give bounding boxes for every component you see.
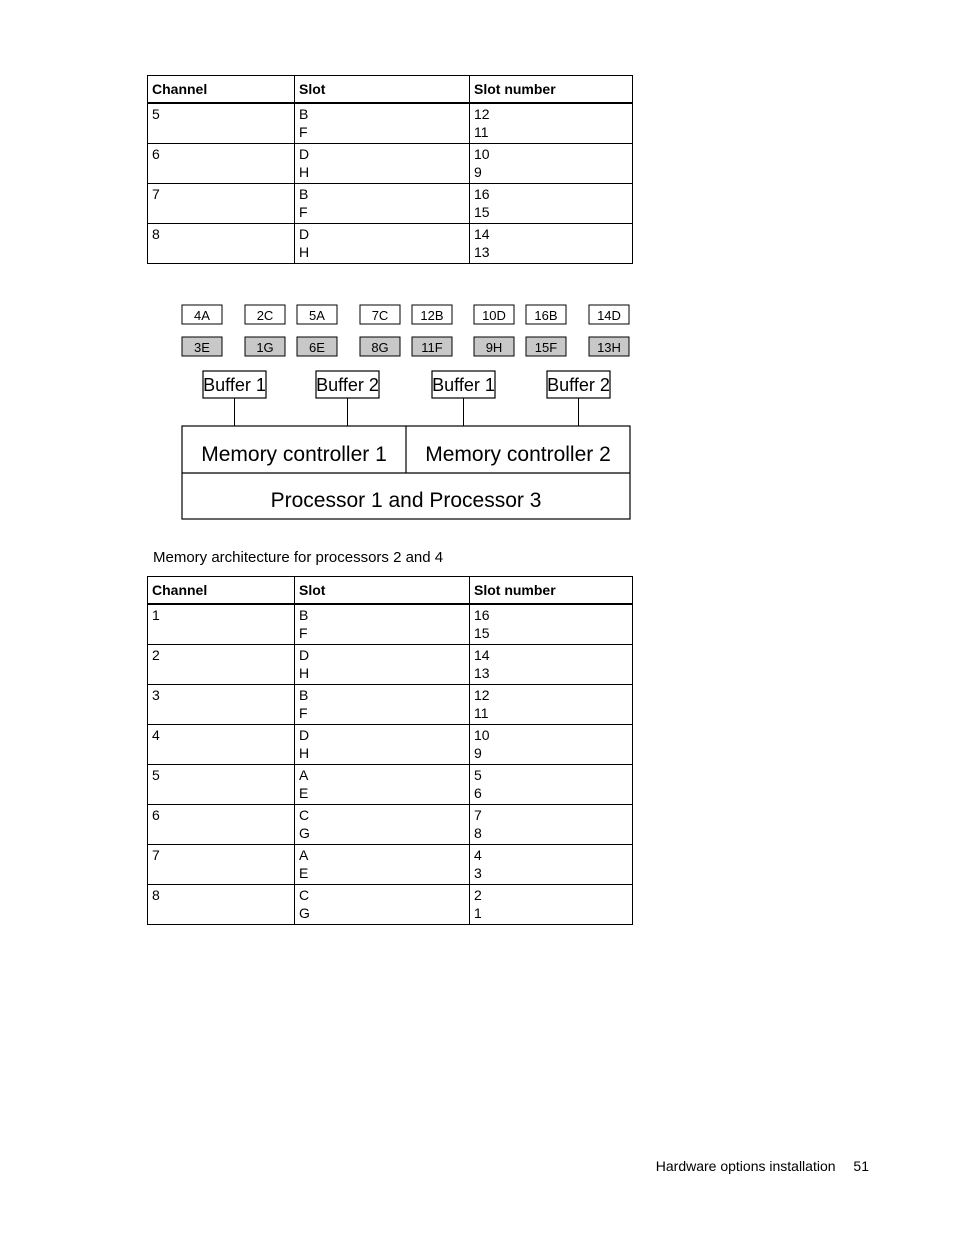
table-row	[148, 645, 633, 685]
memory-controller-1-label: Memory controller 1	[201, 443, 387, 466]
channel-cell: 5	[148, 765, 295, 805]
channel-cell: 7	[148, 184, 295, 224]
channel-cell: 4	[148, 725, 295, 765]
table-header	[148, 577, 633, 605]
channel-table-1	[147, 75, 633, 264]
slot-number-cell	[470, 604, 633, 645]
slot-cell	[295, 725, 470, 765]
slot-number: 7	[474, 807, 482, 823]
slot-number: 15	[474, 204, 490, 220]
slot-letter: B	[299, 186, 309, 202]
table-row	[148, 184, 633, 224]
slot-number: 13	[474, 665, 490, 681]
memory-controller-2-label: Memory controller 2	[425, 443, 611, 466]
footer-section-title: Hardware options installation	[655, 1158, 836, 1174]
slot-number: 4	[474, 847, 482, 863]
slot-letter: A	[299, 847, 309, 863]
slot-letter: F	[299, 705, 308, 721]
channel-cell: 2	[148, 645, 295, 685]
slot-number-cell	[470, 645, 633, 685]
memory-architecture-diagram	[176, 300, 636, 525]
page-footer	[656, 1158, 869, 1174]
slot-number: 12	[474, 687, 490, 703]
slot-number: 9	[474, 164, 482, 180]
table-row	[148, 765, 633, 805]
dimm-slot-label: 4A	[194, 308, 210, 323]
slot-number: 13	[474, 244, 490, 260]
table-row	[148, 685, 633, 725]
table-row	[148, 805, 633, 845]
dimm-slot-label: 11F	[421, 340, 443, 355]
slot-letter: G	[299, 905, 310, 921]
table-row	[148, 224, 633, 264]
slot-number: 15	[474, 625, 490, 641]
channel-cell: 1	[148, 604, 295, 645]
slot-letter: G	[299, 825, 310, 841]
dimm-slot-label: 7C	[371, 308, 389, 323]
diagram-caption: Memory architecture for processors 2 and 4	[153, 549, 444, 566]
header-slot-number: Slot number	[470, 577, 633, 605]
slot-number: 16	[474, 186, 490, 202]
slot-letter: E	[299, 785, 309, 801]
slot-letter: D	[299, 226, 310, 242]
slot-number-cell	[470, 845, 633, 885]
slot-cell	[295, 604, 470, 645]
slot-cell	[295, 224, 470, 264]
slot-number: 5	[474, 767, 482, 783]
channel-cell: 8	[148, 885, 295, 925]
slot-letter: B	[299, 687, 309, 703]
slot-letter: F	[299, 204, 308, 220]
slot-cell	[295, 885, 470, 925]
slot-number: 10	[474, 146, 490, 162]
slot-cell	[295, 845, 470, 885]
slot-letter: F	[299, 625, 308, 641]
slot-number: 8	[474, 825, 482, 841]
slot-number: 14	[474, 226, 490, 242]
channel-cell: 8	[148, 224, 295, 264]
slot-number: 2	[474, 887, 482, 903]
dimm-slot-label: 9H	[485, 340, 503, 355]
slot-number: 11	[474, 705, 489, 721]
dimm-slot-label: 12B	[420, 308, 444, 323]
slot-cell	[295, 765, 470, 805]
slot-number: 11	[474, 124, 489, 140]
slot-letter: E	[299, 865, 309, 881]
slot-number: 10	[474, 727, 490, 743]
slot-letter: C	[299, 887, 310, 903]
slot-cell	[295, 103, 470, 144]
page-number: 51	[853, 1158, 869, 1174]
slot-number: 16	[474, 607, 490, 623]
slot-letter: H	[299, 745, 310, 761]
slot-letter: B	[299, 607, 309, 623]
slot-cell	[295, 645, 470, 685]
slot-number-cell	[470, 885, 633, 925]
header-channel: Channel	[148, 577, 295, 605]
header-slot-number: Slot number	[470, 76, 633, 104]
slot-letter: F	[299, 124, 308, 140]
channel-cell: 6	[148, 805, 295, 845]
slot-cell	[295, 685, 470, 725]
slot-number-cell	[470, 184, 633, 224]
dimm-slot-label: 5A	[309, 308, 325, 323]
slot-number-cell	[470, 685, 633, 725]
slot-number: 1	[474, 905, 482, 921]
dimm-slot-label: 10D	[482, 308, 506, 323]
slot-letter: H	[299, 665, 310, 681]
slot-number: 9	[474, 745, 482, 761]
dimm-slot-label: 16B	[534, 308, 558, 323]
header-slot: Slot	[295, 577, 470, 605]
dimm-slot-label: 3E	[194, 340, 210, 355]
slot-letter: A	[299, 767, 309, 783]
slot-number-cell	[470, 805, 633, 845]
slot-number-cell	[470, 765, 633, 805]
slot-number: 3	[474, 865, 482, 881]
table-row	[148, 103, 633, 144]
slot-letter: C	[299, 807, 310, 823]
channel-cell: 3	[148, 685, 295, 725]
buffer-label: Buffer 2	[316, 375, 379, 395]
slot-letter: B	[299, 106, 309, 122]
slot-number: 6	[474, 785, 482, 801]
slot-letter: D	[299, 146, 310, 162]
slot-letter: H	[299, 244, 310, 260]
slot-letter: D	[299, 727, 310, 743]
processor-label: Processor 1 and Processor 3	[270, 489, 542, 512]
dimm-slot-label: 13H	[597, 340, 621, 355]
dimm-slot-label: 2C	[256, 308, 274, 323]
dimm-slot-label: 15F	[534, 340, 558, 355]
slot-number: 12	[474, 106, 490, 122]
table-header	[148, 76, 633, 104]
header-channel: Channel	[148, 76, 295, 104]
channel-cell: 5	[148, 103, 295, 144]
dimm-slot-label: 8G	[371, 340, 389, 355]
slot-letter: D	[299, 647, 310, 663]
channel-cell: 6	[148, 144, 295, 184]
table-row	[148, 604, 633, 645]
dimm-slot-label: 1G	[256, 340, 274, 355]
buffer-label: Buffer 1	[203, 375, 266, 395]
channel-cell: 7	[148, 845, 295, 885]
slot-number-cell	[470, 144, 633, 184]
slot-letter: H	[299, 164, 310, 180]
slot-number-cell	[470, 224, 633, 264]
slot-number-cell	[470, 725, 633, 765]
slot-cell	[295, 184, 470, 224]
dimm-slot-label: 6E	[309, 340, 325, 355]
slot-cell	[295, 805, 470, 845]
slot-number: 14	[474, 647, 490, 663]
channel-table-2	[147, 576, 633, 925]
table-row	[148, 885, 633, 925]
slot-cell	[295, 144, 470, 184]
buffer-label: Buffer 2	[547, 375, 610, 395]
header-slot: Slot	[295, 76, 470, 104]
buffer-label: Buffer 1	[432, 375, 495, 395]
table-row	[148, 845, 633, 885]
slot-number-cell	[470, 103, 633, 144]
table-row	[148, 725, 633, 765]
table-row	[148, 144, 633, 184]
dimm-slot-label: 14D	[597, 308, 621, 323]
